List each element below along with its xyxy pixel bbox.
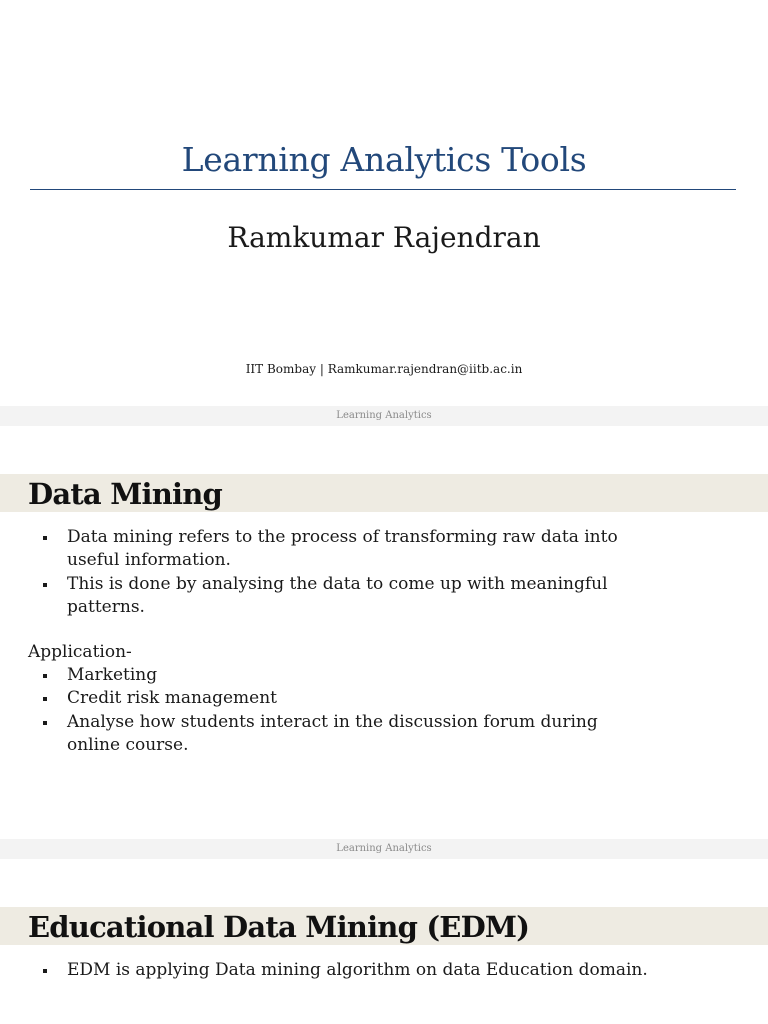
- list-item: Analyse how students interact in the discussion forum during online course.: [38, 711, 618, 758]
- list-item: Data mining refers to the process of transforming raw data into useful information.: [38, 526, 618, 573]
- affiliation: IIT Bombay | Ramkumar.rajendran@iitb.ac.in: [245, 362, 523, 376]
- application-list: [38, 664, 618, 757]
- list-item: Marketing: [38, 664, 618, 687]
- application-label: Application-: [28, 642, 132, 662]
- bullet-list: [38, 526, 618, 619]
- slide-heading-bar: [0, 907, 768, 945]
- slide-heading: Educational Data Mining (EDM): [28, 910, 530, 944]
- list-item: This is done by analysing the data to come up with meaningful patterns.: [38, 573, 618, 620]
- list-item: EDM is applying Data mining algorithm on data Education domain.: [38, 959, 678, 982]
- slide-footer: Learning Analytics: [0, 839, 768, 859]
- bullet-list: [38, 959, 678, 982]
- slide-footer: Learning Analytics: [0, 406, 768, 426]
- slide-title: Learning Analytics Tools: [181, 140, 587, 179]
- list-item: Credit risk management: [38, 687, 618, 710]
- slide-heading: Data Mining: [28, 477, 223, 511]
- title-divider: [30, 189, 736, 190]
- author-name: Ramkumar Rajendran: [227, 221, 541, 254]
- slide-heading-bar: [0, 474, 768, 512]
